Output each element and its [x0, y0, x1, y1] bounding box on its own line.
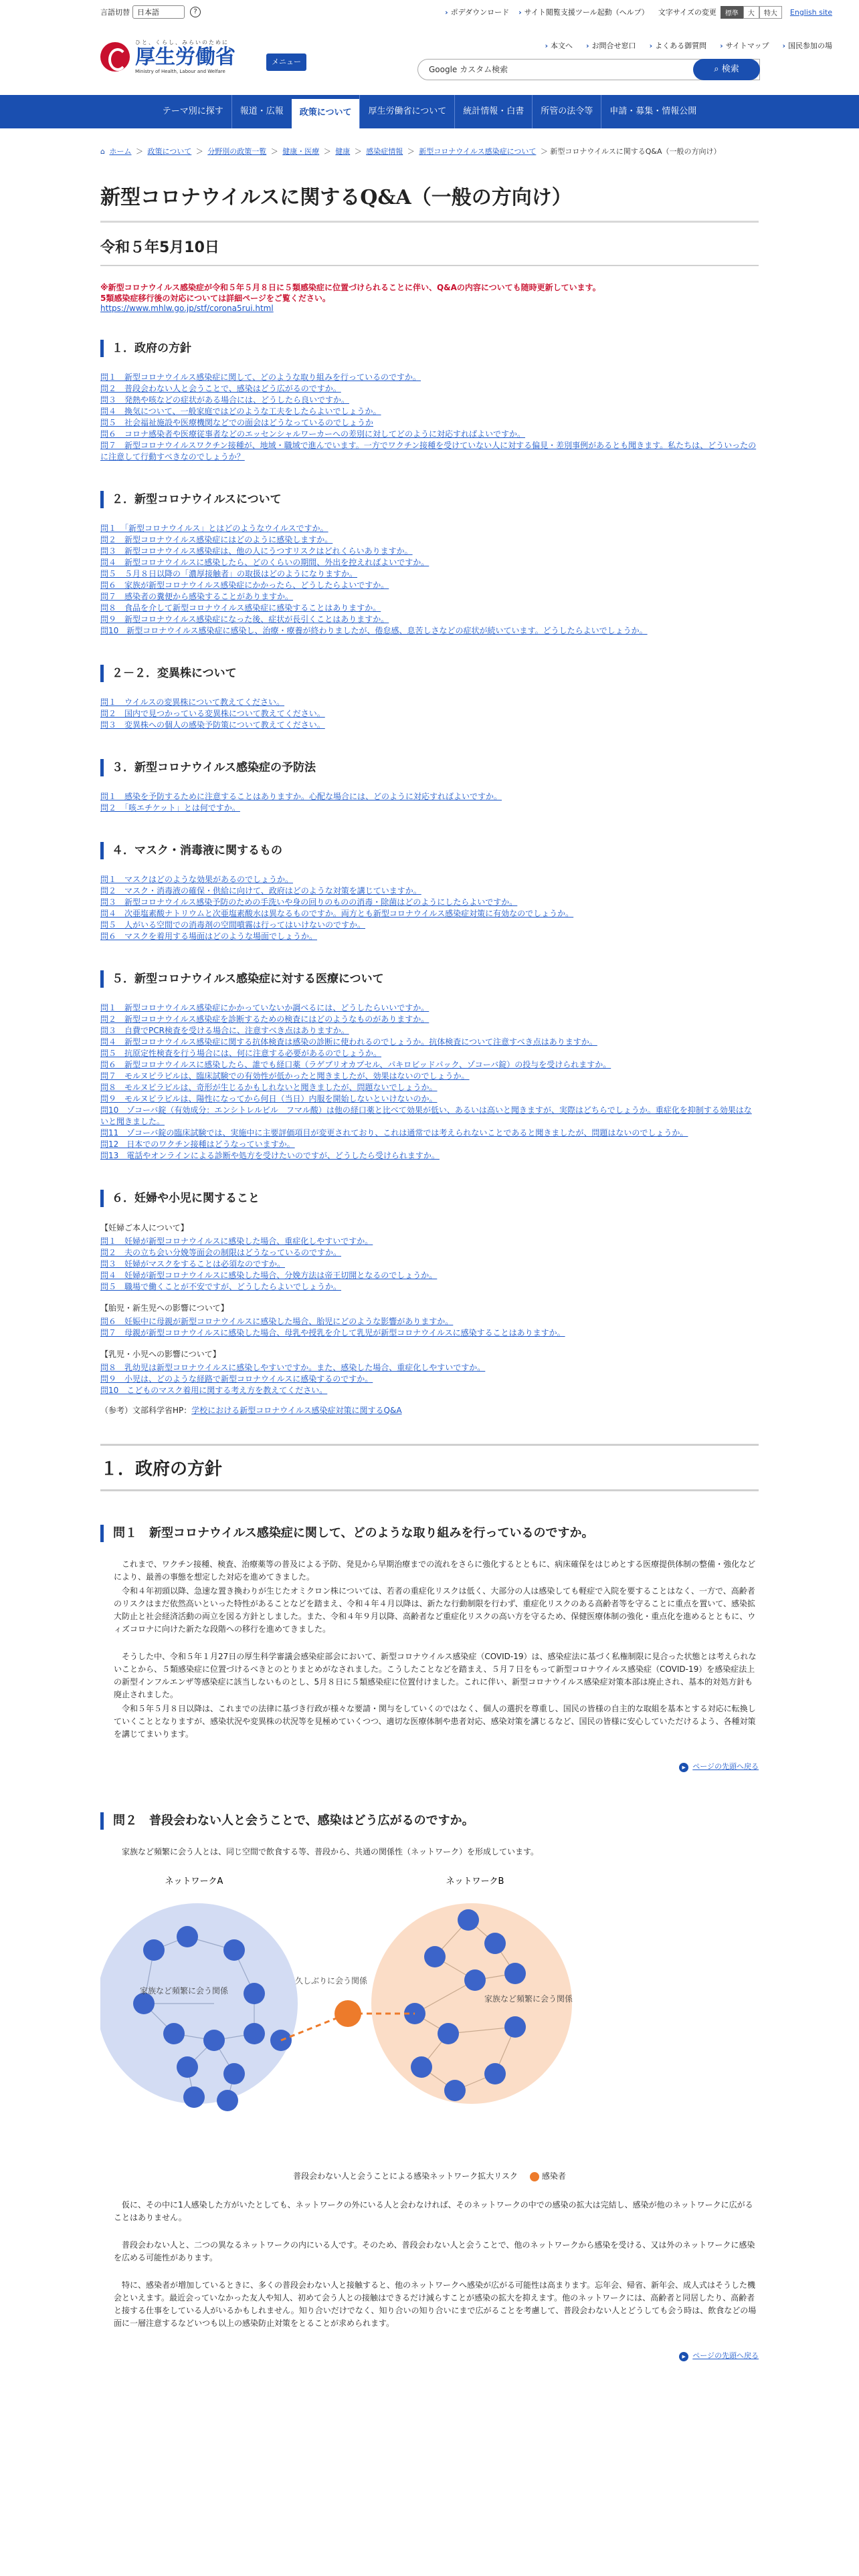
question-link[interactable]: 問６ マスクを着用する場面はどのような場面でしょうか。: [100, 932, 318, 941]
skip-to-content-link[interactable]: › 本文へ: [545, 40, 573, 51]
question-link[interactable]: 問１ 感染を予防するために注意することはありますか。心配な場合には、どのように対応すればよいですか。: [100, 792, 502, 801]
question-link[interactable]: 問10 こどものマスク着用に関する考え方を教えてください。: [100, 1386, 328, 1395]
breadcrumb-fields[interactable]: 分野別の政策一覧: [207, 147, 267, 156]
question-link[interactable]: 問１ 新型コロナウイルス感染症に関して、どのような取り組みを行っているのですか。: [100, 372, 421, 382]
question-link[interactable]: 問４ 換気について、一般家庭ではどのような工夫をしたらよいでしょうか。: [100, 407, 381, 416]
section-6: [100, 1190, 759, 1416]
breadcrumb-current: 新型コロナウイルスに関するQ&A（一般の方向け）: [550, 147, 721, 156]
section-4: [100, 759, 759, 814]
sitemap-link[interactable]: › サイトマップ: [720, 40, 769, 51]
answer-paragraph: 令和５年５月８日以降は、これまでの法律に基づき行政が様々な要請・関与をしていくのではなく、個人の選択を尊重し、国民の皆様の自主的な取組を基本とする対応に転換していくこととなりますが、感染状況や変異株の状況等を見極めていくつつ、適切な医療体制や患者対応、感染対策を講じるなど、国民の皆様に安心していただけるよう、各種対策を講じてまいります。: [114, 1704, 756, 1739]
network-diagram: [100, 1860, 759, 2167]
text-size-large[interactable]: 大: [743, 6, 759, 19]
answer-paragraph: 家族など頻繁に会う人とは、同じ空間で飲食する等、普段から、共通の関係性（ネットワーク）を形成しています。: [122, 1847, 539, 1856]
notice-link[interactable]: https://www.mhlw.go.jp/stf/corona5rui.html: [100, 304, 274, 313]
figure-caption: [100, 2170, 759, 2181]
section-1: [100, 340, 759, 463]
reference: [100, 1404, 759, 1416]
question-link[interactable]: 問２ 夫の立ち会い分娩等面会の制限はどうなっているのですか。: [100, 1248, 342, 1257]
reference-link[interactable]: 学校における新型コロナウイルス感染症対策に関するQ&A: [191, 1406, 402, 1415]
accessibility-tool-link[interactable]: › サイト閲覧支援ツール起動（ヘルプ）: [518, 7, 649, 17]
question-link[interactable]: 問４ 新型コロナウイルス感染症に関する抗体検査は感染の診断に使われるのでしょうか。抗体検査について注意すべき点はありますか。: [100, 1037, 597, 1047]
cluster-a-label: 家族など頻繁に会う関係: [139, 1986, 229, 1996]
legend-label: 感染者: [541, 2171, 566, 2181]
answer-paragraph: 令和４年初頭以降、急速な置き換わりが生じたオミクロン株については、若者の重症化リスクは低く、大部分の人は感染しても軽症で入院を要することはなく、一方で、高齢者のリスクはまだ依然高いといった特性があることなどを踏まえ、令和４年４月以降は、新たな行動制限を行わず、重症化リスクのある高齢者等を守ることに重点を置いて、感染拡大防止と社会経済活動の両立を図る方針としました。また、令和４年９月以降、高齢者など重症化リスクの高い方を守るため、保健医療体制の強化・重点化を進めるとともに、ウィズコロナに向けた新たな段階への移行を進めてきました。: [114, 1586, 756, 1634]
question-link[interactable]: 問７ モルヌピラビルは、臨床試験での有効性が低かったと聞きましたが、効果はないのでしょうか。: [100, 1071, 470, 1081]
breadcrumb-covid[interactable]: 新型コロナウイルス感染症について: [419, 147, 537, 156]
logo-ruby: ひと、くらし、みらいのために: [135, 39, 229, 45]
mhlw-logo-icon: [100, 42, 130, 72]
question-link[interactable]: 問３ 変異株への個人の感染予防策について教えてください。: [100, 720, 325, 730]
main-content: [100, 181, 759, 2401]
help-icon[interactable]: ?: [190, 7, 201, 17]
question-link[interactable]: 問７ 新型コロナウイルスワクチン接種が、地域・職域で進んでいます。一方でワクチン接種を受けていない人に対する偏見・差別事例があるとも聞きます。私たちは、どういったのに注意して行動すべきなのでしょうか？: [100, 441, 757, 461]
menu-button[interactable]: メニュー: [266, 53, 306, 71]
question-link[interactable]: 問12 日本でのワクチン接種はどうなっていますか。: [100, 1140, 295, 1149]
question-link[interactable]: 問９ 新型コロナウイルス感染症になった後、症状が長引くことはありますか。: [100, 615, 389, 624]
notice-text-2: 5類感染症移行後の対応については詳細ページをご覧ください。: [100, 294, 330, 303]
utility-bar: [100, 4, 832, 20]
network-b-label: ネットワークB: [446, 1876, 504, 1887]
question-link[interactable]: 問２ 新型コロナウイルス感染症にはどのように感染しますか。: [100, 535, 333, 544]
nav-item-applications[interactable]: 申請・募集・情報公開: [601, 95, 704, 128]
breadcrumb-health[interactable]: 健康: [335, 147, 351, 156]
question-link[interactable]: 問３ 妊婦がマスクをすることは必須なのですか。: [100, 1259, 286, 1269]
answer-paragraph: これまで、ワクチン接種、検査、治療薬等の普及による予防、発見から早期治療までの流れをさらに強化するとともに、病床確保をはじめとする医療提供体制の整備・強化などにより、最善の事態を想定した対応を進めてきました。: [114, 1560, 756, 1582]
question-link[interactable]: 問５ 抗原定性検査を行う場合には、何に注意する必要があるのでしょうか。: [100, 1049, 382, 1058]
section-2: [100, 491, 759, 637]
section-heading: ２－２．変異株について: [100, 665, 759, 682]
question-link[interactable]: 問１ 「新型コロナウイルス」とはどのようなウイルスですか。: [100, 524, 328, 533]
text-size-label: 文字サイズの変更: [658, 8, 717, 17]
question-link[interactable]: 問１ ウイルスの変異株について教えてください。: [100, 697, 285, 707]
breadcrumb-policy[interactable]: 政策について: [147, 147, 192, 156]
reference-label: （参考）文部科学省HP：: [100, 1406, 192, 1415]
back-to-top-link[interactable]: ▶ ページの先頭へ戻る: [679, 1762, 759, 1771]
section-heading: ３．新型コロナウイルス感染症の予防法: [100, 759, 759, 776]
section-heading: ４．マスク・消毒液に関するもの: [100, 842, 759, 859]
question-link[interactable]: 問２ 新型コロナウイルス感染症を診断するための検査にはどのようなものがありますか。: [100, 1014, 430, 1024]
public-participation-link[interactable]: › 国民参加の場: [782, 40, 832, 51]
question-link[interactable]: 問４ 妊婦が新型コロナウイルスに感染した場合、分娩方法は帝王切開となるのでしょうか。: [100, 1271, 438, 1280]
question-link[interactable]: 問２ 普段会わない人と会うことで、感染はどう広がるのですか。: [100, 384, 341, 393]
nav-item-statistics[interactable]: 統計情報・白書: [454, 95, 532, 128]
question-link[interactable]: 問２ 「咳エチケット」とは何ですか。: [100, 803, 240, 813]
section-heading: ５．新型コロナウイルス感染症に対する医療について: [100, 970, 759, 988]
question-link[interactable]: 問３ 発熱や咳などの症状がある場合には、どうしたら良いですか。: [100, 395, 350, 405]
language-select[interactable]: 日本語: [132, 5, 185, 19]
question-link[interactable]: 問５ 社会福祉施設や医療機関などでの面会はどうなっているのでしょうか: [100, 418, 374, 427]
search-icon: ⌕: [714, 64, 722, 74]
search-input[interactable]: Google カスタム検索: [417, 59, 760, 80]
breadcrumb: ⌂ ホーム ＞ 政策について ＞ 分野別の政策一覧 ＞ 健康・医療 ＞ 健康 ＞ 感染症情報 ＞ 新型コロナウイルス感染症について ＞ 新型コロナウイルスに関するQ&A（一般の方向け）: [100, 147, 721, 156]
detail-heading: １．政府の方針: [100, 1444, 759, 1491]
answer-1: [100, 1558, 759, 1741]
group-label: 【胎児・新生児への影響について】: [100, 1303, 229, 1313]
question-1-heading: 問１ 新型コロナウイルス感染症に関して、どのような取り組みを行っているのですか。: [100, 1525, 759, 1542]
question-link[interactable]: 問７ 感染者の糞便から感染することがありますか。: [100, 592, 294, 601]
home-icon: ⌂: [100, 147, 105, 156]
infected-node: [335, 2000, 361, 2027]
contact-link[interactable]: › お問合せ窓口: [586, 40, 636, 51]
question-link[interactable]: 問10 ゾコーバ錠（有効成分：エンシトレルビル フマル酸）は他の経口薬と比べて効果が低い、あるいは高いと聞きますが、実際はどちらでしょうか。重症化を抑制する効果はないと聞きました。: [100, 1105, 752, 1126]
question-link[interactable]: 問９ モルヌピラビルは、陽性になってから何日（当日）内服を開始しないといけないのか。: [100, 1094, 438, 1103]
section-heading: ２．新型コロナウイルスについて: [100, 491, 759, 508]
question-link[interactable]: 問６ 家族が新型コロナウイルス感染症にかかったら、どうしたらよいですか。: [100, 580, 389, 590]
group-label: 【妊婦ご本人について】: [100, 1223, 189, 1232]
question-2-heading: 問２ 普段会わない人と会うことで、感染はどう広がるのですか。: [100, 1812, 759, 1830]
question-link[interactable]: 問７ 母親が新型コロナウイルスに感染した場合、母乳や授乳を介して乳児が新型コロナウイルスに感染することはありますか。: [100, 1328, 565, 1337]
text-size-switch: [721, 6, 782, 19]
section-5: [100, 842, 759, 942]
section-heading: ６．妊婦や小児に関すること: [100, 1190, 759, 1207]
text-size-xlarge[interactable]: 特大: [759, 6, 782, 19]
network-b-area: [371, 1903, 572, 2104]
search-button-label: 検索: [721, 64, 739, 74]
answer-paragraph: 普段会わない人と、二つの異なるネットワークの内にいる人です。そのため、普段会わない人と会うことで、他のネットワークから感染を受ける、又は外のネットワークに感染を広める可能性があります。: [114, 2240, 755, 2262]
question-link[interactable]: 問１ マスクはどのような効果があるのでしょうか。: [100, 875, 294, 884]
nav-item-policy[interactable]: 政策について: [292, 99, 360, 128]
bridge-label: 久しぶりに会う関係: [294, 1976, 368, 1985]
question-link[interactable]: 問５ 職場で働くことが不安ですが、どうしたらよいでしょうか。: [100, 1282, 342, 1291]
header-links: [531, 40, 832, 51]
question-link[interactable]: 問２ 国内で見つかっている変異株について教えてください。: [100, 709, 325, 718]
breadcrumb-home[interactable]: ホーム: [109, 147, 132, 156]
logo-name: 厚生労働省: [135, 45, 235, 69]
question-link[interactable]: 問11 ゾコーバ錠の臨床試験では、実施中に主要評価項目が変更されており、これは通常では考えられないことであると聞きましたが、問題はないのでしょうか。: [100, 1128, 688, 1138]
question-link[interactable]: 問１ 妊婦が新型コロナウイルスに感染した場合、重症化しやすいですか。: [100, 1237, 373, 1246]
page-title: 新型コロナウイルスに関するQ&A（一般の方向け）: [100, 181, 759, 223]
nav-item-theme[interactable]: テーマ別に探す: [162, 106, 223, 116]
section-heading: １．政府の方針: [100, 340, 759, 357]
question-link[interactable]: 問６ 妊娠中に母親が新型コロナウイルスに感染した場合、胎児にどのような影響がありますか。: [100, 1317, 454, 1326]
network-a-label: ネットワークA: [165, 1876, 223, 1887]
site-header: [0, 0, 859, 94]
back-to-top-link[interactable]: ▶ ページの先頭へ戻る: [679, 2351, 759, 2360]
question-link[interactable]: 問８ 食品を介して新型コロナウイルス感染症に感染することはありますか。: [100, 603, 381, 613]
nav-item-about[interactable]: 厚生労働省について: [359, 95, 454, 128]
section-3: [100, 665, 759, 731]
notice-text-1: ※新型コロナウイルス感染症が令和５年５月８日に５類感染症に位置づけられることに伴い、Q&Aの内容についても随時更新しています。: [100, 283, 601, 292]
answer-2-intro: [100, 1846, 759, 1858]
question-link[interactable]: 問２ マスク・消毒液の確保・供給に向けて、政府はどのような対策を講じていますか。: [100, 886, 421, 895]
figure-caption-text: 普段会わない人と会うことによる感染ネットワーク拡大リスク: [293, 2171, 518, 2181]
faq-link[interactable]: › よくある御質問: [650, 40, 707, 51]
question-link[interactable]: 問１ 新型コロナウイルス感染症にかかっていないか調べるには、どうしたらいいですか。: [100, 1003, 430, 1012]
global-nav: [0, 95, 859, 128]
breadcrumb-health-medical[interactable]: 健康・医療: [282, 147, 320, 156]
nav-item-laws[interactable]: 所管の法令等: [532, 95, 601, 128]
download-link[interactable]: › ポデダウンロード: [445, 7, 509, 17]
question-link[interactable]: 問５ ５月８日以降の「濃厚接触者」の取扱はどのようになりますか。: [100, 569, 358, 578]
question-link[interactable]: 問３ 新型コロナウイルス感染症は、他の人にうつすリスクはどれくらいありますか。: [100, 546, 413, 556]
network-figure: [100, 1860, 759, 2167]
question-link[interactable]: 問６ コロナ感染者や医療従事者などのエッセンシャルワーカーへの差別に対してどのように対応すればよいですか。: [100, 429, 525, 439]
english-site-link[interactable]: English site: [789, 7, 832, 17]
site-logo[interactable]: [100, 39, 235, 74]
question-link[interactable]: 問４ 新型コロナウイルスに感染したら、どのくらいの期間、外出を控えればよいですか。: [100, 558, 430, 567]
text-size-standard[interactable]: 標準: [721, 6, 743, 19]
infected-legend-icon: [530, 2172, 539, 2181]
back-to-top: [100, 1761, 759, 1772]
question-link[interactable]: 問10 新型コロナウイルス感染症に感染し、治療・療養が終わりましたが、倦怠感、息苦しさなどの症状が続いています。どうしたらよいでしょうか。: [100, 626, 648, 635]
question-link[interactable]: 問５ 人がいる空間での消毒剤の空間噴霧は行ってはいけないのですか。: [100, 920, 366, 930]
answer-2: [100, 2199, 759, 2330]
language-label: 言語切替: [100, 8, 130, 17]
update-date: 令和５年5月10日: [100, 236, 759, 266]
answer-paragraph: 仮に、その中に1人感染した方がいたとしても、ネットワークの外にいる人と会わなければ、そのネットワークの中での感染の拡大は完結し、感染が他のネットワークに広がることはありません。: [114, 2200, 753, 2222]
question-link[interactable]: 問４ 次亜塩素酸ナトリウムと次亜塩素酸水は異なるものですか。両方とも新型コロナウイルス感染症対策に有効なのでしょうか。: [100, 909, 574, 918]
nav-item-press[interactable]: 報道・広報: [231, 95, 292, 128]
question-link[interactable]: 問13 電話やオンラインによる診断や処方を受けたいのですが、どうしたら受けられますか。: [100, 1151, 440, 1160]
question-link[interactable]: 問８ モルヌピラビルは、奇形が生じるかもしれないと聞きましたが、問題ないでしょうか。: [100, 1083, 438, 1092]
question-link[interactable]: 問３ 自費でPCR検査を受ける場合に、注意すべき点はありますか。: [100, 1026, 349, 1035]
question-link[interactable]: 問８ 乳幼児は新型コロナウイルスに感染しやすいですか。また、感染した場合、重症化しやすいですか。: [100, 1363, 486, 1372]
search-button[interactable]: [693, 59, 760, 80]
question-link[interactable]: 問９ 小児は、どのような経路で新型コロナウイルスに感染するのですか。: [100, 1374, 373, 1384]
cluster-b-label: 家族など頻繁に会う関係: [484, 1994, 573, 2004]
answer-paragraph: そうした中、令和５年１月27日の厚生科学審議会感染症部会において、新型コロナウイルス感染症（COVID-19）は、感染症法に基づく私権制限に見合った状態とは考えられないことから、５類感染症に位置づけるべきとのとりまとめがなされました。こうしたことなどを踏まえ、５月７日をもって新型コロナウイルス感染症（COVID-19）を感染症法上の新型インフルエンザ等感染症に該当しないものとし、5月８日に５類感染症に位置付けました。これに伴い、新型コロナウイルス感染症対策本部は廃止され、基本的対処方針も廃止されました。: [114, 1652, 757, 1699]
back-to-top: [100, 2350, 759, 2361]
group-label: 【乳児・小児への影響について】: [100, 1350, 221, 1359]
section-6: [100, 970, 759, 1162]
answer-paragraph: 特に、感染者が増加しているときに、多くの普段会わない人と接触すると、他のネットワークへ感染が広がる可能性は高まります。忘年会、帰省、新年会、成人式はそうした機会といえます。最近会っていなかった友人や知人、初めて会う人との接触はできるだけ減らすことが感染の拡大を抑えます。他のネットワークには、高齢者と同居したり、高齢者と接する仕事をしている人がいるかもしれません。知り合いだけでなく、知り合いの知り合いにまで広がることを考慮して、普段会わない人とどうしても会う時は、飲食などの場面に一層注意するなどいつも以上の感染防止対策をとることが求められます。: [114, 2280, 757, 2328]
breadcrumb-infection[interactable]: 感染症情報: [366, 147, 403, 156]
question-link[interactable]: 問３ 新型コロナウイルス感染予防のための手洗いや身の回りのものの消毒・除菌はどのようにしたらよいですか。: [100, 897, 518, 907]
question-link[interactable]: 問６ 新型コロナウイルスに感染したら、誰でも経口薬（ラゲブリオカプセル、パキロビッドパック、ゾコーバ錠）の投与を受けられますか。: [100, 1060, 611, 1069]
logo-english: Ministry of Health, Labour and Welfare: [135, 69, 225, 74]
